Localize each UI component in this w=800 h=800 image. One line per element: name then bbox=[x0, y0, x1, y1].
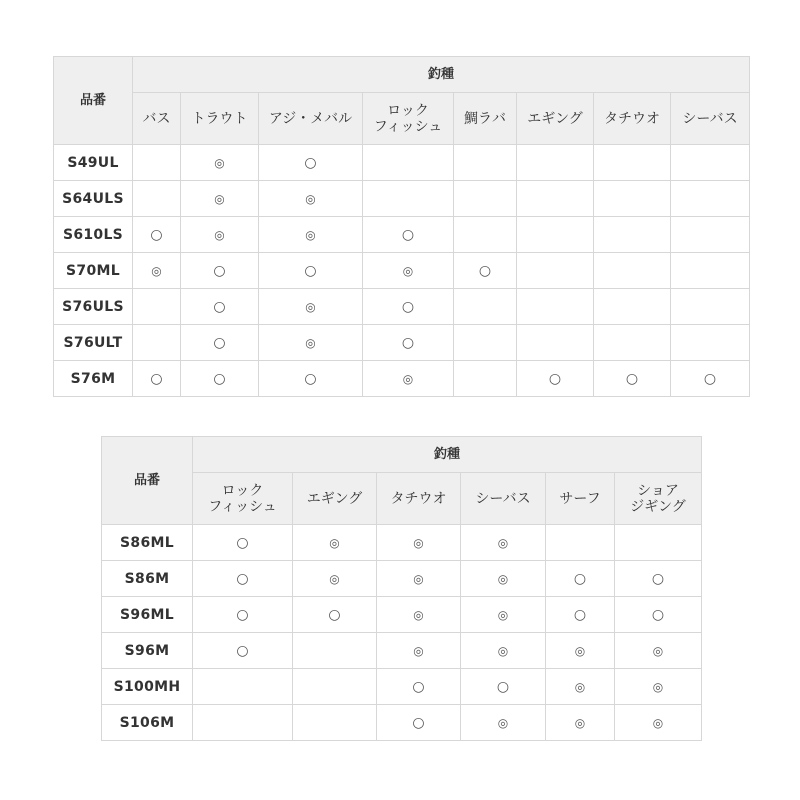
model-name: S86M bbox=[102, 561, 193, 597]
suitability-mark: ◎ bbox=[259, 181, 363, 217]
suitability-mark bbox=[517, 289, 594, 325]
suitability-mark bbox=[546, 525, 615, 561]
table-row bbox=[102, 597, 702, 633]
species-header: 鯛ラバ bbox=[454, 93, 517, 145]
model-name: S86ML bbox=[102, 525, 193, 561]
species-table-2 bbox=[101, 436, 702, 741]
suitability-mark bbox=[133, 181, 181, 217]
model-name: S96ML bbox=[102, 597, 193, 633]
suitability-mark: ◎ bbox=[181, 181, 259, 217]
suitability-mark: ◎ bbox=[377, 525, 461, 561]
suitability-mark: ◎ bbox=[615, 669, 702, 705]
species-header: エギング bbox=[293, 473, 377, 525]
suitability-mark bbox=[193, 669, 293, 705]
species-header: ショア ジギング bbox=[615, 473, 702, 525]
suitability-mark: ○ bbox=[671, 361, 750, 397]
species-header: エギング bbox=[517, 93, 594, 145]
model-name: S100MH bbox=[102, 669, 193, 705]
suitability-mark: ○ bbox=[377, 705, 461, 741]
suitability-mark bbox=[594, 253, 671, 289]
table-row bbox=[102, 705, 702, 741]
suitability-mark: ○ bbox=[133, 361, 181, 397]
suitability-mark bbox=[293, 705, 377, 741]
suitability-mark bbox=[193, 705, 293, 741]
suitability-mark: ○ bbox=[259, 253, 363, 289]
species-table-1 bbox=[53, 56, 750, 397]
suitability-mark: ◎ bbox=[461, 705, 546, 741]
suitability-mark: ◎ bbox=[461, 633, 546, 669]
suitability-mark bbox=[517, 145, 594, 181]
suitability-mark: ○ bbox=[454, 253, 517, 289]
model-name: S64ULS bbox=[54, 181, 133, 217]
suitability-mark bbox=[517, 217, 594, 253]
suitability-mark: ◎ bbox=[259, 325, 363, 361]
table-row bbox=[54, 145, 750, 181]
suitability-mark: ○ bbox=[259, 145, 363, 181]
suitability-mark: ○ bbox=[615, 561, 702, 597]
suitability-mark: ○ bbox=[546, 561, 615, 597]
species-header: ロック フィッシュ bbox=[193, 473, 293, 525]
model-header: 品番 bbox=[54, 57, 133, 145]
table-row bbox=[102, 525, 702, 561]
suitability-mark: ◎ bbox=[546, 705, 615, 741]
suitability-mark bbox=[133, 325, 181, 361]
table-row bbox=[102, 669, 702, 705]
species-header: タチウオ bbox=[377, 473, 461, 525]
model-name: S76ULT bbox=[54, 325, 133, 361]
model-name: S76ULS bbox=[54, 289, 133, 325]
suitability-mark: ◎ bbox=[546, 633, 615, 669]
table-row bbox=[54, 217, 750, 253]
suitability-mark: ◎ bbox=[377, 633, 461, 669]
suitability-mark: ○ bbox=[615, 597, 702, 633]
table-row bbox=[54, 181, 750, 217]
suitability-mark bbox=[517, 253, 594, 289]
suitability-mark: ○ bbox=[133, 217, 181, 253]
fishing-type-header: 釣種 bbox=[133, 57, 750, 93]
table-row bbox=[54, 325, 750, 361]
suitability-mark: ○ bbox=[193, 525, 293, 561]
suitability-mark bbox=[363, 145, 454, 181]
suitability-mark bbox=[671, 145, 750, 181]
suitability-mark: ◎ bbox=[461, 525, 546, 561]
species-header: タチウオ bbox=[594, 93, 671, 145]
suitability-mark: ◎ bbox=[377, 561, 461, 597]
suitability-mark: ○ bbox=[181, 361, 259, 397]
suitability-mark bbox=[293, 633, 377, 669]
model-name: S76M bbox=[54, 361, 133, 397]
suitability-mark bbox=[133, 145, 181, 181]
suitability-mark bbox=[671, 217, 750, 253]
model-name: S49UL bbox=[54, 145, 133, 181]
suitability-mark: ◎ bbox=[363, 361, 454, 397]
suitability-mark bbox=[454, 181, 517, 217]
fishing-type-header: 釣種 bbox=[193, 437, 702, 473]
suitability-mark bbox=[594, 325, 671, 361]
model-name: S106M bbox=[102, 705, 193, 741]
suitability-mark bbox=[454, 217, 517, 253]
suitability-mark: ○ bbox=[517, 361, 594, 397]
suitability-mark bbox=[133, 289, 181, 325]
suitability-mark: ○ bbox=[377, 669, 461, 705]
suitability-mark: ○ bbox=[594, 361, 671, 397]
table-row bbox=[102, 561, 702, 597]
suitability-mark: ◎ bbox=[461, 597, 546, 633]
suitability-mark: ○ bbox=[193, 597, 293, 633]
suitability-mark bbox=[671, 181, 750, 217]
species-header: ロック フィッシュ bbox=[363, 93, 454, 145]
suitability-mark: ○ bbox=[181, 289, 259, 325]
suitability-mark bbox=[594, 217, 671, 253]
table-row bbox=[54, 289, 750, 325]
species-header: トラウト bbox=[181, 93, 259, 145]
table-row bbox=[54, 253, 750, 289]
suitability-mark: ◎ bbox=[461, 561, 546, 597]
suitability-mark: ◎ bbox=[615, 633, 702, 669]
suitability-mark: ◎ bbox=[377, 597, 461, 633]
model-name: S610LS bbox=[54, 217, 133, 253]
suitability-mark: ○ bbox=[181, 253, 259, 289]
suitability-mark: ○ bbox=[363, 217, 454, 253]
species-header: シーバス bbox=[461, 473, 546, 525]
model-header: 品番 bbox=[102, 437, 193, 525]
suitability-mark: ◎ bbox=[133, 253, 181, 289]
suitability-mark bbox=[293, 669, 377, 705]
suitability-mark bbox=[517, 325, 594, 361]
suitability-mark bbox=[454, 289, 517, 325]
suitability-mark: ◎ bbox=[615, 705, 702, 741]
suitability-mark bbox=[671, 289, 750, 325]
model-name: S96M bbox=[102, 633, 193, 669]
suitability-mark: ○ bbox=[363, 325, 454, 361]
species-header: アジ・メバル bbox=[259, 93, 363, 145]
suitability-mark: ◎ bbox=[259, 289, 363, 325]
species-header: バス bbox=[133, 93, 181, 145]
suitability-mark: ○ bbox=[193, 561, 293, 597]
suitability-mark: ○ bbox=[363, 289, 454, 325]
suitability-mark bbox=[454, 325, 517, 361]
suitability-mark: ○ bbox=[461, 669, 546, 705]
suitability-mark bbox=[517, 181, 594, 217]
species-header: サーフ bbox=[546, 473, 615, 525]
model-name: S70ML bbox=[54, 253, 133, 289]
suitability-mark bbox=[594, 145, 671, 181]
suitability-mark bbox=[671, 325, 750, 361]
suitability-mark: ○ bbox=[259, 361, 363, 397]
suitability-mark: ◎ bbox=[181, 217, 259, 253]
suitability-mark bbox=[594, 181, 671, 217]
suitability-mark: ◎ bbox=[259, 217, 363, 253]
suitability-mark bbox=[671, 253, 750, 289]
suitability-mark: ◎ bbox=[293, 525, 377, 561]
suitability-mark: ○ bbox=[181, 325, 259, 361]
suitability-mark bbox=[363, 181, 454, 217]
suitability-mark: ◎ bbox=[181, 145, 259, 181]
suitability-mark: ○ bbox=[546, 597, 615, 633]
species-header: シーバス bbox=[671, 93, 750, 145]
suitability-mark bbox=[615, 525, 702, 561]
suitability-mark: ○ bbox=[193, 633, 293, 669]
suitability-mark bbox=[594, 289, 671, 325]
suitability-mark: ○ bbox=[293, 597, 377, 633]
table-row bbox=[54, 361, 750, 397]
suitability-mark bbox=[454, 361, 517, 397]
suitability-mark: ◎ bbox=[363, 253, 454, 289]
table-row bbox=[102, 633, 702, 669]
suitability-mark: ◎ bbox=[293, 561, 377, 597]
suitability-mark bbox=[454, 145, 517, 181]
suitability-mark: ◎ bbox=[546, 669, 615, 705]
